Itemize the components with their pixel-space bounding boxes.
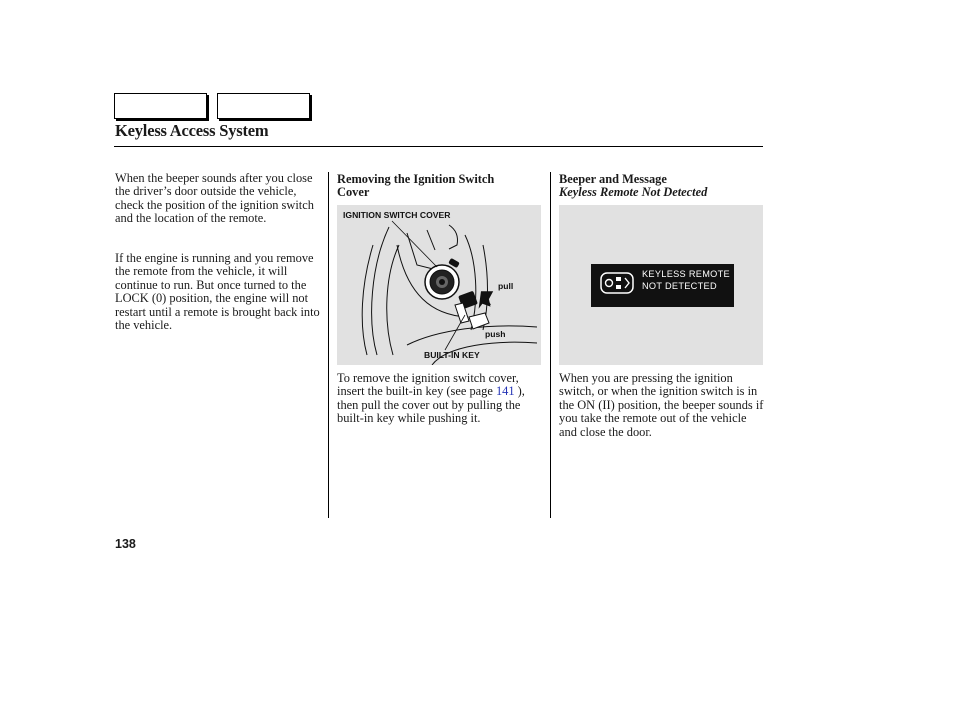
page-link-141[interactable]: 141 <box>495 384 515 399</box>
col2-paragraph <box>337 372 543 426</box>
column-divider-2 <box>550 172 551 518</box>
col3-paragraph: When you are pressing the ignition switch, or when the ignition switch is in the ON (II) position, the beeper sounds if you take the remote out of the vehicle and close the door. <box>559 371 764 439</box>
section-heading-ignition-cover: Removing the Ignition Switch Cover <box>337 172 495 199</box>
message-display-figure <box>559 205 763 365</box>
multi-info-display <box>591 264 734 307</box>
page-title: Keyless Access System <box>115 121 269 140</box>
ignition-switch-figure <box>337 205 541 365</box>
col1-paragraph1: When the beeper sounds after you close the driver’s door outside the vehicle, check the position of the ignition switch and the location of the remote. <box>115 171 314 226</box>
label-pull: pull <box>498 281 514 291</box>
nav-button-next[interactable] <box>217 93 310 119</box>
label-push: push <box>485 329 506 339</box>
column-divider-1 <box>328 172 329 518</box>
label-built-in-key: BUILT-IN KEY <box>424 350 480 360</box>
section-subheading-remote-not-detected: Keyless Remote Not Detected <box>559 185 708 199</box>
nav-button-previous[interactable] <box>114 93 207 119</box>
label-ignition-switch-cover: IGNITION SWITCH COVER <box>343 210 451 220</box>
col1-paragraph2: If the engine is running and you remove the remote from the vehicle, it will continue to run. But once turned to the LOCK (0) position, the engine will not restart until a remote is brought back into the vehicle. <box>115 251 320 333</box>
section-heading-beeper: Beeper and Message <box>559 172 667 186</box>
display-line2: NOT DETECTED <box>642 281 717 291</box>
col2-text-after-link: ), then pull the cover out by pulling the built-in key while pushing it. <box>337 384 525 426</box>
display-line1: KEYLESS REMOTE <box>642 269 730 279</box>
title-divider <box>114 146 763 147</box>
keyfob-icon <box>600 272 634 294</box>
page-number: 138 <box>115 537 136 551</box>
col2-text-before-link: To remove the ignition switch cover, insert the built-in key (see page <box>337 371 519 399</box>
